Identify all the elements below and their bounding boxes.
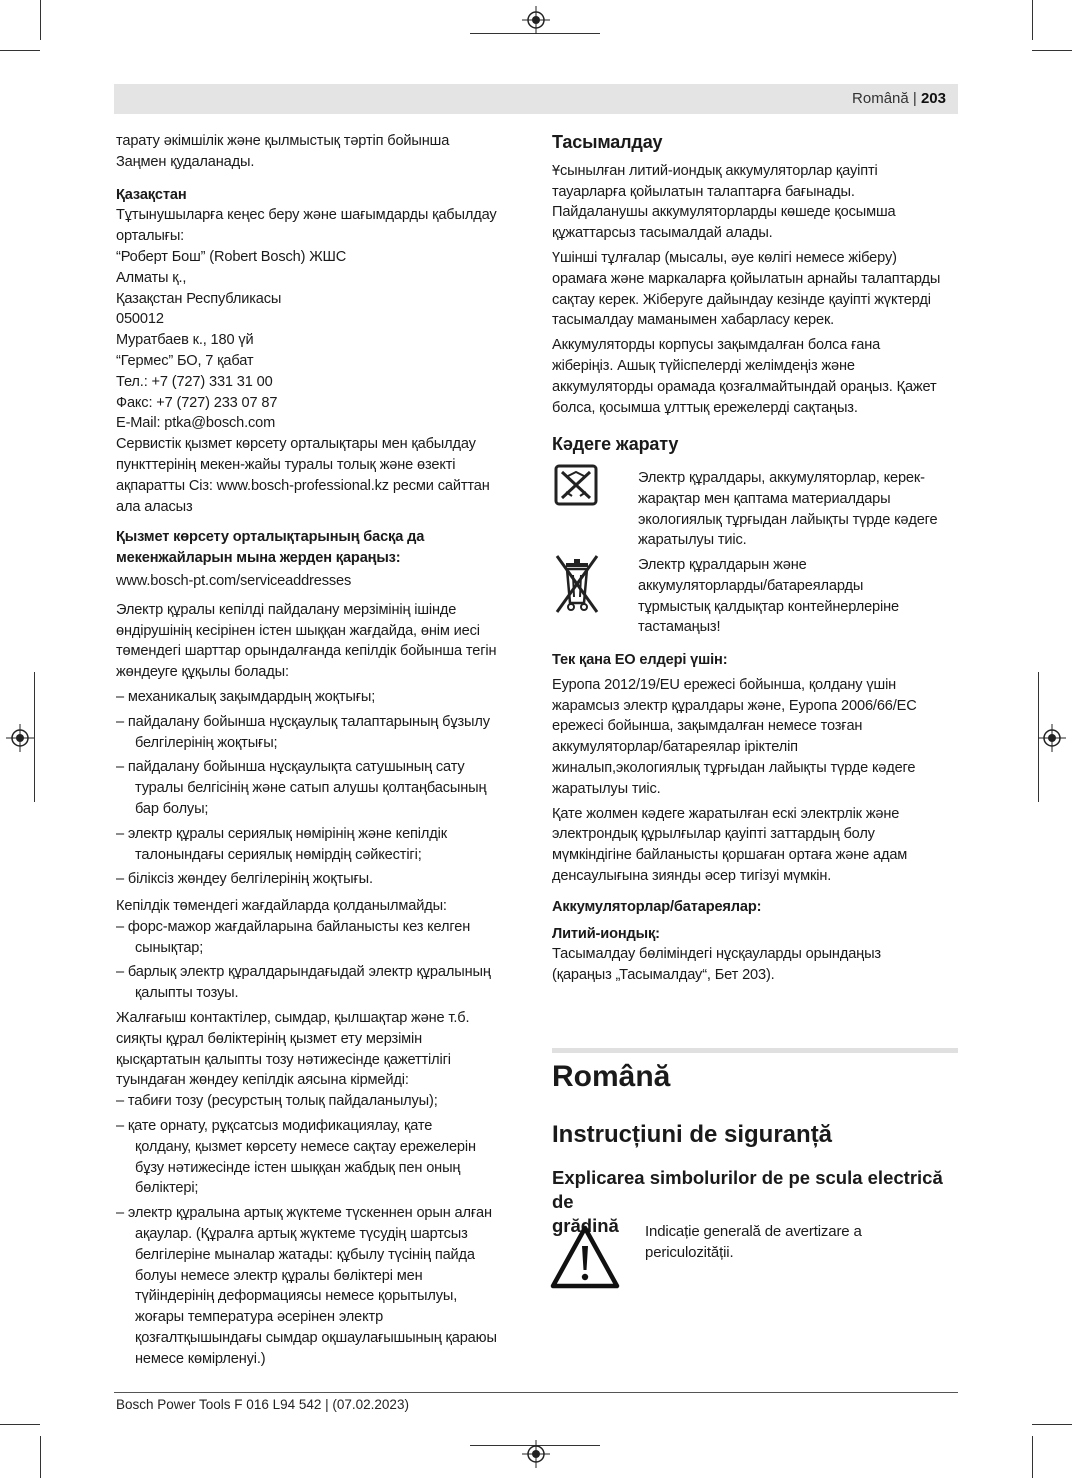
registration-mark-icon: [1038, 724, 1066, 752]
language-title: Română: [552, 1060, 671, 1093]
list-item: – электр құралы сериялық нөмірінің және кепілдік талонындағы сериялық нөмірдің сәйкестігі;: [116, 825, 447, 863]
list-item: – пайдалану бойынша нұсқаулықта сатушының сату туралы белгісінің және сатып алушы қолтаңбасының бар болуы;: [116, 759, 487, 817]
transport-heading: Тасымалдау: [552, 132, 663, 152]
transport-section: [552, 132, 962, 422]
eu-heading: Тек қана ЕО елдері үшін:: [552, 652, 728, 668]
section-divider: [552, 1048, 958, 1053]
crossed-out-bin-icon: [554, 553, 600, 615]
eu-section: [552, 650, 962, 990]
list-item: – форс-мажор жағдайларына байланысты кез келген сынықтар;: [116, 918, 471, 956]
warranty-intro: Электр құралы кепілді пайдалану мерзімінің ішінде өндірушінің кесірінен істен шыққан жағдайда, өнім иесі төмендегі шарттар орындалғанда кепілдік бойынша тегін жөндеуге құқылы болады:: [116, 601, 497, 681]
disposal-heading: Кәдеге жарату: [552, 434, 679, 454]
registration-mark-icon: [522, 1440, 550, 1468]
safety-instructions-title: Instrucțiuni de siguranță: [552, 1121, 833, 1148]
kazakhstan-contact: Тұтынушыларға кеңес беру және шағымдарды қабылдау орталығы: “Роберт Бош” (Robert Bosch) ЖШС Алматы қ., Қазақстан Республикасы 050012 Муратбаев к., 180 үй “Гермес” БО, 7 қабат Тел.: +7 (727) 331 31 00 Факс: +7 (727) 233 07 87 E-Mail: ptka@bosch.com Сервистік қызмет көрсету орталықтары мен қабылдау пункттерінің мекен-жайы туралы толық және өзекті ақпаратты Сіз: www.bosch-professional.kz ресми сайттан ала аласыз: [116, 207, 497, 515]
li-ion-paragraph: Тасымалдау бөліміндегі нұсқауларды орындаңыз (қараңыз „Тасымалдау“, Бет 203).: [552, 946, 881, 984]
eu-paragraph: Еуропа 2012/19/EU ережесі бойынша, қолдану үшін жарамсыз электр құралдары және, Еуропа 2006/66/EC ережесі бойынша, зақымдалған немесе тозған аккумуляторлар/батареялар іріктеліп жиналып,экологиялық тұрғыдан лайықты түрде кәдеге жаратылуы тиіс.: [552, 676, 917, 797]
warning-triangle-icon: [550, 1224, 620, 1290]
no-chemical-waste-icon: [554, 464, 598, 506]
list-item: – механикалық зақымдардың жоқтығы;: [116, 688, 376, 705]
transport-paragraph: Аккумуляторды корпусы зақымдалған болса ғана жіберіңіз. Ашық түйіспелерді желімдеңіз және аккумуляторды орамада қозғалмайтындай ораңыз. Қажет болса, қосымша ұлттық ережелерді сақтаңыз.: [552, 337, 937, 416]
registration-mark-icon: [522, 6, 550, 34]
list-item: – пайдалану бойынша нұсқаулық талаптарының бұзылу белгілерінің жоқтығы;: [116, 713, 490, 751]
list-item: – табиғи тозу (ресурстың толық пайдаланылуы);: [116, 1093, 438, 1110]
registration-mark-icon: [6, 724, 34, 752]
service-url[interactable]: www.bosch-pt.com/serviceaddresses: [116, 572, 352, 589]
page-header: [114, 84, 958, 114]
list-item: – қате орнату, рұқсатсыз модификациялау, қате қолдану, қызмет көрсету немесе сақтау ережелерін бұзу нәтижесінде істен шыққан жабдық пен оның бөліктері;: [116, 1118, 476, 1197]
footer-divider: [114, 1392, 958, 1393]
list-item: – электр құралына артық жүктеме түскеннен орын алған ақаулар. (Құралға артық жүктеме түсудің шартсыз белгілеріне мыналар жатады: құбылу түсінің пайда болуы немесе электр құралы бөліктері мен түйіндерінің деформациясы немесе қорытылуы, жоғары температура әсерінен электр қозғалтқышындағы сымдар оқшаулағышының қараюы немесе көмірленуі.): [116, 1205, 497, 1367]
disposal-text-2: Электр құралдарын және аккумуляторларды/батареяларды тұрмыстық қалдықтар контейнерлеріне тастамаңыз!: [638, 557, 899, 636]
kazakhstan-heading: Қазақстан: [116, 186, 187, 203]
batteries-heading: Аккумуляторлар/батареялар:: [552, 898, 762, 915]
eu-paragraph: Қате жолмен кәдеге жаратылған ескі электрлік және электрондық құрылғылар қауіпті заттардың болу мүмкіндігіне байланысты қоршаған ортаға және адам денсаулығына зиянды әсер тигізуі мүмкін.: [552, 805, 908, 884]
intro-paragraph: тарату әкімшілік және қылмыстық тәртіп бойынша Заңмен қудаланады.: [116, 133, 450, 170]
symbols-subtitle: Explicarea simbolurilor de pe scula electrică de grădină: [552, 1167, 943, 1236]
warning-text: Indicație generală de avertizare a periculozității.: [645, 1223, 862, 1261]
page-number: 203: [920, 90, 946, 107]
header-label: Română | 203: [852, 90, 946, 107]
transport-paragraph: Ұсынылған литий-иондық аккумуляторлар қауіпті тауарларға қойылатын талаптарға бағынады. Пайдаланушы аккумуляторларды көшеде қосымша құжаттарсыз тасымалдай алады.: [552, 162, 896, 242]
transport-paragraph: Үшінші тұлғалар (мысалы, әуе көлігі немесе жіберу) орамаға және маркаларға қойылатын арнайы талаптарды сақтау керек. Жіберуге дайындау кезінде қауіпті жүктерді тасымалдау маманымен хабарласу керек.: [552, 249, 941, 329]
left-column: [116, 131, 521, 1374]
li-ion-heading: Литий-иондық:: [552, 925, 660, 942]
wear-intro: Жалғағыш контактілер, сымдар, қылшақтар және т.б. сияқты құрал бөліктерінің қызмет ету мерзімін қысқартатын қалыпты тозу нәтижесінде қажеттілігі туындаған жөндеу кепілдік аясына кірмейді:: [116, 1010, 470, 1089]
disposal-heading-wrap: [552, 434, 962, 463]
list-item: – барлық электр құралдарындағыдай электр құралының қалыпты тозуы.: [116, 964, 491, 1002]
disposal-text-1: Электр құралдары, аккумуляторлар, керек- жарақтар мен қаптама материалдары экологиялық тұрғыдан лайықты түрде кәдеге жаратылуы тиіс.: [638, 470, 938, 549]
exclusions-intro: Кепілдік төмендегі жағдайларда қолданылмайды:: [116, 898, 447, 915]
service-addresses-heading: Қызмет көрсету орталықтарының басқа да мекенжайларын мына жерден қараңыз:: [116, 529, 425, 567]
list-item: – біліксіз жөндеу белгілерінің жоқтығы.: [116, 871, 373, 888]
footer-label: Bosch Power Tools F 016 L94 542 | (07.02.2023): [116, 1397, 409, 1412]
